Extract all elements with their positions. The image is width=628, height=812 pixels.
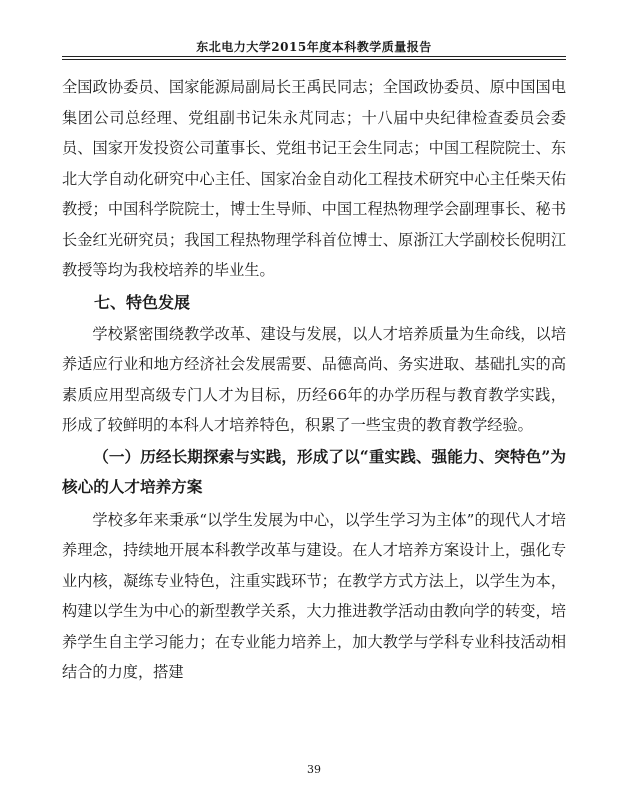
page-number: 39: [307, 763, 321, 776]
header-rule-thin: [62, 59, 566, 60]
paragraph-alumni: 全国政协委员、国家能源局副局长王禹民同志；全国政协委员、原中国国电集团公司总经理、党组副书记朱永芃同志；十八届中央纪律检查委员会委员、国家开发投资公司董事长、党组书记王会生同志；中国工程院院士、东北大学自动化研究中心主任、国家冶金自动化工程技术研究中心主任柴天佑教授；中国科学院院士，博士生导师、中国工程热物理学会副理事长、秘书长金红光研究员；我国工程热物理学科首位博士、原浙江大学副校长倪明江教授等均为我校培养的毕业生。: [62, 78, 566, 279]
subsection-heading: （一）历经长期探索与实践，形成了以“重实践、强能力、突特色”为核心的人才培养方案: [62, 446, 566, 496]
paragraph-training-scheme: 学校多年来秉承“以学生发展为中心，以学生学习为主体”的现代人才培养理念，持续地开展本科教学改革与建设。在人才培养方案设计上，强化专业内核，凝练专业特色，注重实践环节；在教学方式方法上，以学生为本，构建以学生为中心的新型教学关系，大力推进教学活动由教向学的转变，培养学生自主学习能力；在专业能力培养上，加大教学与学科专业科技活动相结合的力度，搭建: [62, 510, 566, 681]
section-heading: 七、特色发展: [94, 292, 191, 312]
paragraph-characteristics: 学校紧密围绕教学改革、建设与发展，以人才培养质量为生命线，以培养适应行业和地方经济社会发展需要、品德高尚、务实进取、基础扎实的高素质应用型高级专门人才为目标，历经66年的办学历程与教育教学实践，形成了较鲜明的本科人才培养特色，积累了一些宝贵的教育教学经验。: [62, 324, 566, 434]
running-header: 东北电力大学2015年度本科教学质量报告: [196, 40, 432, 54]
page-body: [62, 72, 566, 688]
header-rule-thick: [62, 56, 566, 57]
